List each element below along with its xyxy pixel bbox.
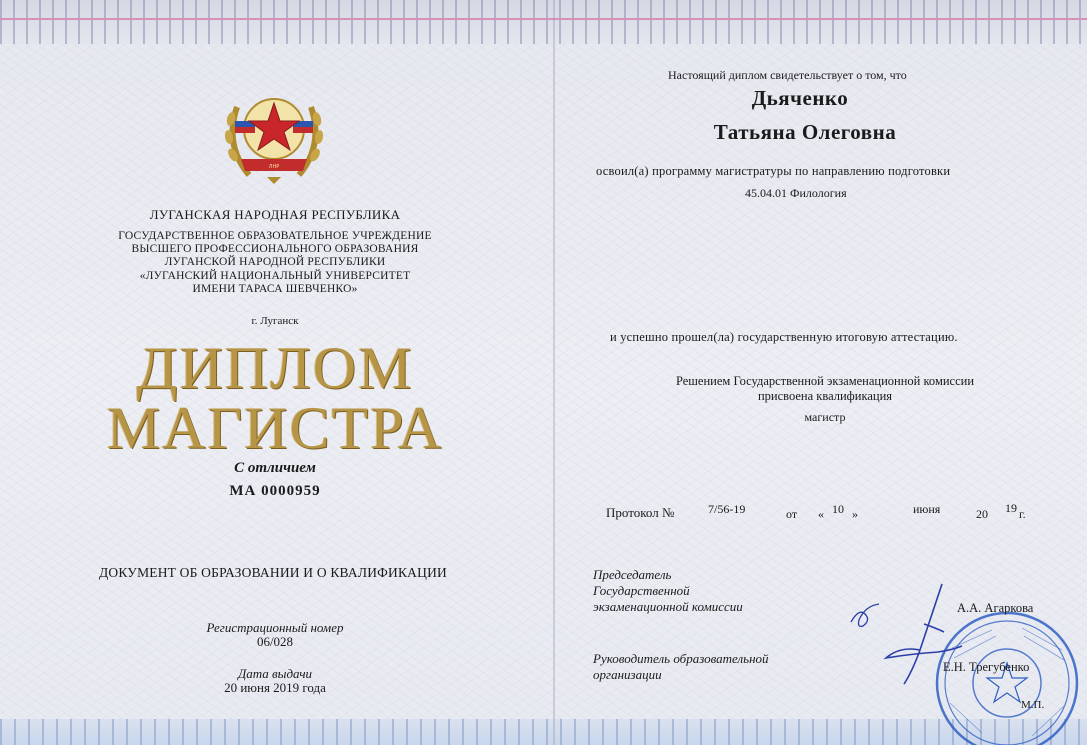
protocol-year-prefix: 20 xyxy=(976,507,988,521)
chair-name: А.А. Агаркова xyxy=(957,601,1034,615)
protocol-day: 10 xyxy=(832,502,844,516)
chair-signature-icon xyxy=(845,600,885,630)
chair-role-line: Государственной xyxy=(593,583,690,598)
commission-decision xyxy=(610,374,1040,404)
serial-number: МА 0000959 xyxy=(229,483,321,499)
document-type: ДОКУМЕНТ ОБ ОБРАЗОВАНИИ И О КВАЛИФИКАЦИИ xyxy=(99,565,447,580)
chair-role-line: экзаменационной комиссии xyxy=(593,599,743,614)
state-emblem-icon xyxy=(219,85,329,185)
protocol-label: Протокол № xyxy=(606,505,675,520)
decision-line: присвоена квалификация xyxy=(757,389,893,403)
republic-name: ЛУГАНСКАЯ НАРОДНАЯ РЕСПУБЛИКА xyxy=(149,207,401,222)
protocol-from: от xyxy=(786,507,798,521)
diploma-title-line2: МАГИСТРА xyxy=(106,395,444,461)
registration-label: Регистрационный номер xyxy=(206,620,344,635)
head-role-line: организации xyxy=(593,667,662,682)
institution-line: «ЛУГАНСКИЙ НАЦИОНАЛЬНЫЙ УНИВЕРСИТЕТ xyxy=(139,269,411,282)
qualification: магистр xyxy=(804,410,846,424)
head-role-line: Руководитель образовательной xyxy=(593,651,769,666)
issue-date: 20 июня 2019 года xyxy=(224,680,326,695)
institution-line: ИМЕНИ ТАРАСА ШЕВЧЕНКО» xyxy=(192,282,358,295)
issue-date-label: Дата выдачи xyxy=(237,666,313,681)
chair-role xyxy=(593,567,743,615)
diploma-title-line1: ДИПЛОМ xyxy=(136,335,414,401)
attestation-statement: и успешно прошел(ла) государственную итоговую аттестацию. xyxy=(610,330,958,344)
city: г. Луганск xyxy=(251,315,299,327)
protocol-quote-close: » xyxy=(852,507,858,521)
seal-mark: М.П. xyxy=(1021,699,1045,711)
graduate-given-names: Татьяна Олеговна xyxy=(713,120,897,144)
institution-line: ЛУГАНСКОЙ НАРОДНОЙ РЕСПУБЛИКИ xyxy=(164,256,386,269)
program-statement: освоил(а) программу магистратуры по направлению подготовки xyxy=(596,164,951,178)
registration-number: 06/028 xyxy=(256,634,294,649)
institution-line: ВЫСШЕГО ПРОФЕССИОНАЛЬНОГО ОБРАЗОВАНИЯ xyxy=(131,243,419,256)
protocol-number: 7/56-19 xyxy=(708,502,746,516)
head-role xyxy=(593,651,769,683)
protocol-quote-open: « xyxy=(818,507,824,521)
decision-line: Решением Государственной экзаменационной комиссии xyxy=(675,374,975,388)
svg-text:ЛНР: ЛНР xyxy=(268,164,280,170)
certify-statement: Настоящий диплом свидетельствует о том, что xyxy=(668,68,907,82)
protocol-year-suffix: 19 xyxy=(1005,501,1017,515)
center-fold xyxy=(553,0,555,745)
protocol-year-abbr: г. xyxy=(1019,507,1026,521)
bottom-ornament-border xyxy=(0,719,1087,745)
protocol-month: июня xyxy=(913,502,941,516)
specialty: 45.04.01 Филология xyxy=(745,186,847,200)
top-ornament-border xyxy=(0,0,1087,44)
graduate-surname: Дьяченко xyxy=(751,86,849,110)
institution-line: ГОСУДАРСТВЕННОЕ ОБРАЗОВАТЕЛЬНОЕ УЧРЕЖДЕНИЕ xyxy=(118,230,432,242)
institution-name xyxy=(60,230,490,296)
chair-role-line: Председатель xyxy=(593,567,672,582)
honors-note: С отличием xyxy=(234,460,316,476)
head-name: Е.Н. Трегубенко xyxy=(943,660,1030,674)
